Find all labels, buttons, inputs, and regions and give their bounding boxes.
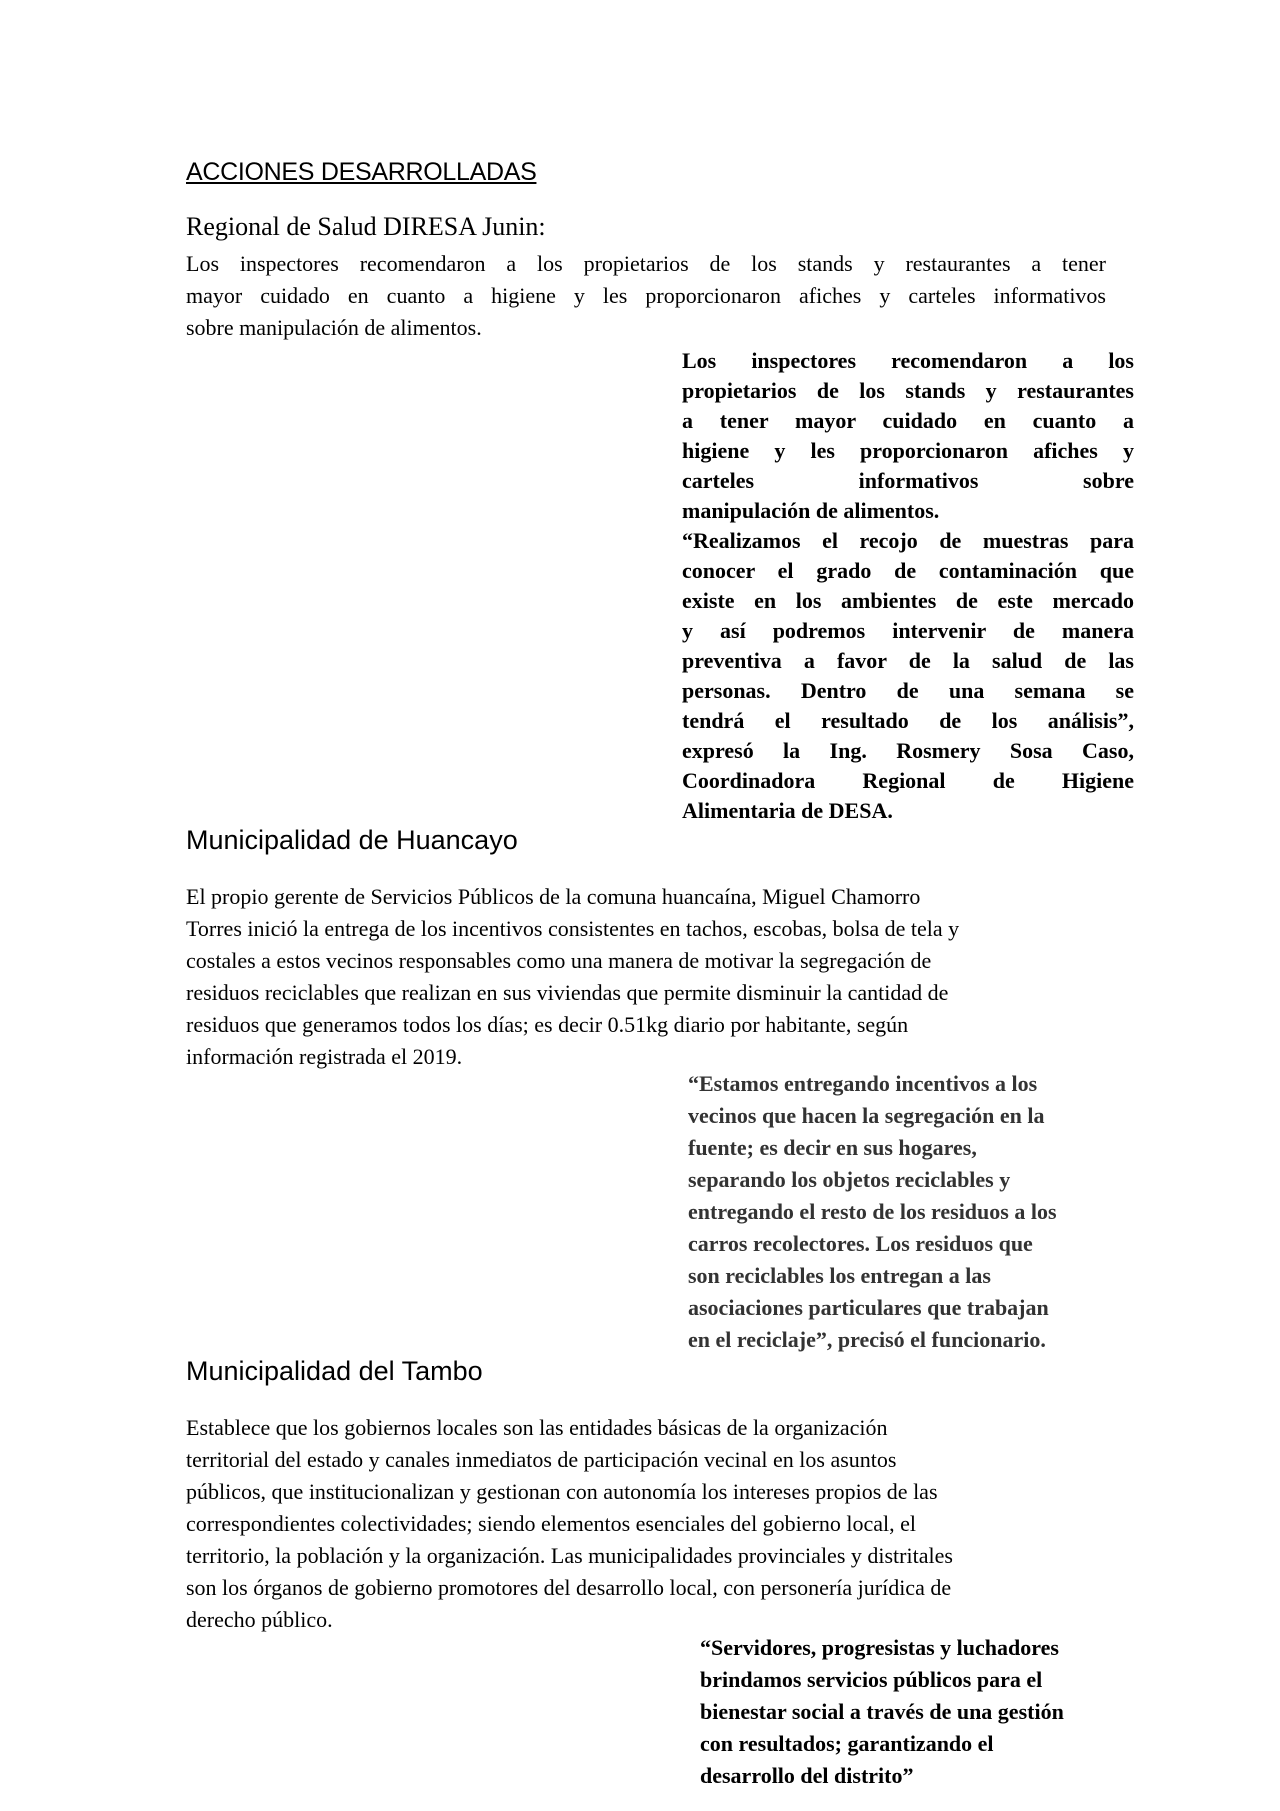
- quote-line: con resultados; garantizando el: [700, 1731, 994, 1756]
- quote-line: fuente; es decir en sus hogares,: [688, 1135, 977, 1160]
- quote-line: “Servidores, progresistas y luchadores: [700, 1635, 1059, 1660]
- text-line: El propio gerente de Servicios Públicos de la comuna huancaína, Miguel Chamorro: [186, 884, 921, 909]
- quote-line: vecinos que hacen la segregación en la: [688, 1103, 1045, 1128]
- section-heading: ACCIONES DESARROLLADAS: [186, 158, 537, 186]
- text-line: derecho público.: [186, 1607, 333, 1632]
- quote-line: tendrá el resultado de los análisis”,: [682, 708, 1134, 733]
- text-line: Los inspectores recomendaron a los propietarios de los stands y restaurantes a tener: [186, 251, 1106, 276]
- quote-line: brindamos servicios públicos para el: [700, 1667, 1043, 1692]
- huancayo-quote: [688, 1068, 1138, 1356]
- quote-line: Alimentaria de DESA.: [682, 798, 893, 823]
- huancayo-paragraph: [186, 881, 1126, 1073]
- quote-line: asociaciones particulares que trabajan: [688, 1295, 1049, 1320]
- quote-line: “Realizamos el recojo de muestras para: [682, 528, 1134, 553]
- quote-line: carros recolectores. Los residuos que: [688, 1231, 1033, 1256]
- text-line: territorial del estado y canales inmediatos de participación vecinal en los asuntos: [186, 1447, 897, 1472]
- text-line: públicos, que institucionalizan y gestionan con autonomía los intereses propios de las: [186, 1479, 938, 1504]
- quote-line: y así podremos intervenir de manera: [682, 618, 1134, 643]
- quote-line: desarrollo del distrito”: [700, 1763, 914, 1788]
- text-line: Torres inició la entrega de los incentivos consistentes en tachos, escobas, bolsa de tela y: [186, 916, 960, 941]
- text-line: mayor cuidado en cuanto a higiene y les proporcionaron afiches y carteles informativos: [186, 283, 1106, 308]
- quote-line: Coordinadora Regional de Higiene: [682, 768, 1134, 793]
- quote-line: “Estamos entregando incentivos a los: [688, 1071, 1038, 1096]
- text-line: Establece que los gobiernos locales son las entidades básicas de la organización: [186, 1415, 888, 1440]
- text-line: residuos que generamos todos los días; es decir 0.51kg diario por habitante, según: [186, 1012, 909, 1037]
- quote-line: entregando el resto de los residuos a los: [688, 1199, 1057, 1224]
- tambo-quote: [700, 1632, 1150, 1788]
- text-line: costales a estos vecinos responsables como una manera de motivar la segregación de: [186, 948, 932, 973]
- quote-line: existe en los ambientes de este mercado: [682, 588, 1134, 613]
- quote-line: propietarios de los stands y restaurantes: [682, 378, 1134, 403]
- quote-line: personas. Dentro de una semana se: [682, 678, 1134, 703]
- text-line: residuos reciclables que realizan en sus viviendas que permite disminuir la cantidad de: [186, 980, 949, 1005]
- quote-line: separando los objetos reciclables y: [688, 1167, 1011, 1192]
- text-line: información registrada el 2019.: [186, 1044, 463, 1069]
- quote-line: Los inspectores recomendaron a los: [682, 348, 1134, 373]
- diresa-quote: [682, 346, 1134, 826]
- quote-line: a tener mayor cuidado en cuanto a: [682, 408, 1134, 433]
- tambo-paragraph: [186, 1412, 1126, 1636]
- quote-line: en el reciclaje”, precisó el funcionario.: [688, 1327, 1046, 1352]
- tambo-title: Municipalidad del Tambo: [186, 1356, 483, 1386]
- quote-line: bienestar social a través de una gestión: [700, 1699, 1064, 1724]
- quote-line: son reciclables los entregan a las: [688, 1263, 991, 1288]
- text-line: sobre manipulación de alimentos.: [186, 315, 482, 340]
- text-line: territorio, la población y la organización. Las municipalidades provinciales y distritales: [186, 1543, 953, 1568]
- tambo-quote-text: [700, 1632, 1150, 1792]
- quote-line: manipulación de alimentos.: [682, 498, 940, 523]
- text-line: correspondientes colectividades; siendo elementos esenciales del gobierno local, el: [186, 1511, 917, 1536]
- diresa-paragraph: [186, 248, 1106, 344]
- quote-line: conocer el grado de contaminación que: [682, 558, 1134, 583]
- huancayo-title: Municipalidad de Huancayo: [186, 825, 518, 855]
- quote-line: higiene y les proporcionaron afiches y: [682, 438, 1134, 463]
- quote-line: preventiva a favor de la salud de las: [682, 648, 1134, 673]
- text-line: son los órganos de gobierno promotores del desarrollo local, con personería jurídica de: [186, 1575, 952, 1600]
- quote-line: expresó la Ing. Rosmery Sosa Caso,: [682, 738, 1134, 763]
- diresa-title: Regional de Salud DIRESA Junin:: [186, 212, 546, 241]
- quote-line: carteles informativos sobre: [682, 468, 1134, 493]
